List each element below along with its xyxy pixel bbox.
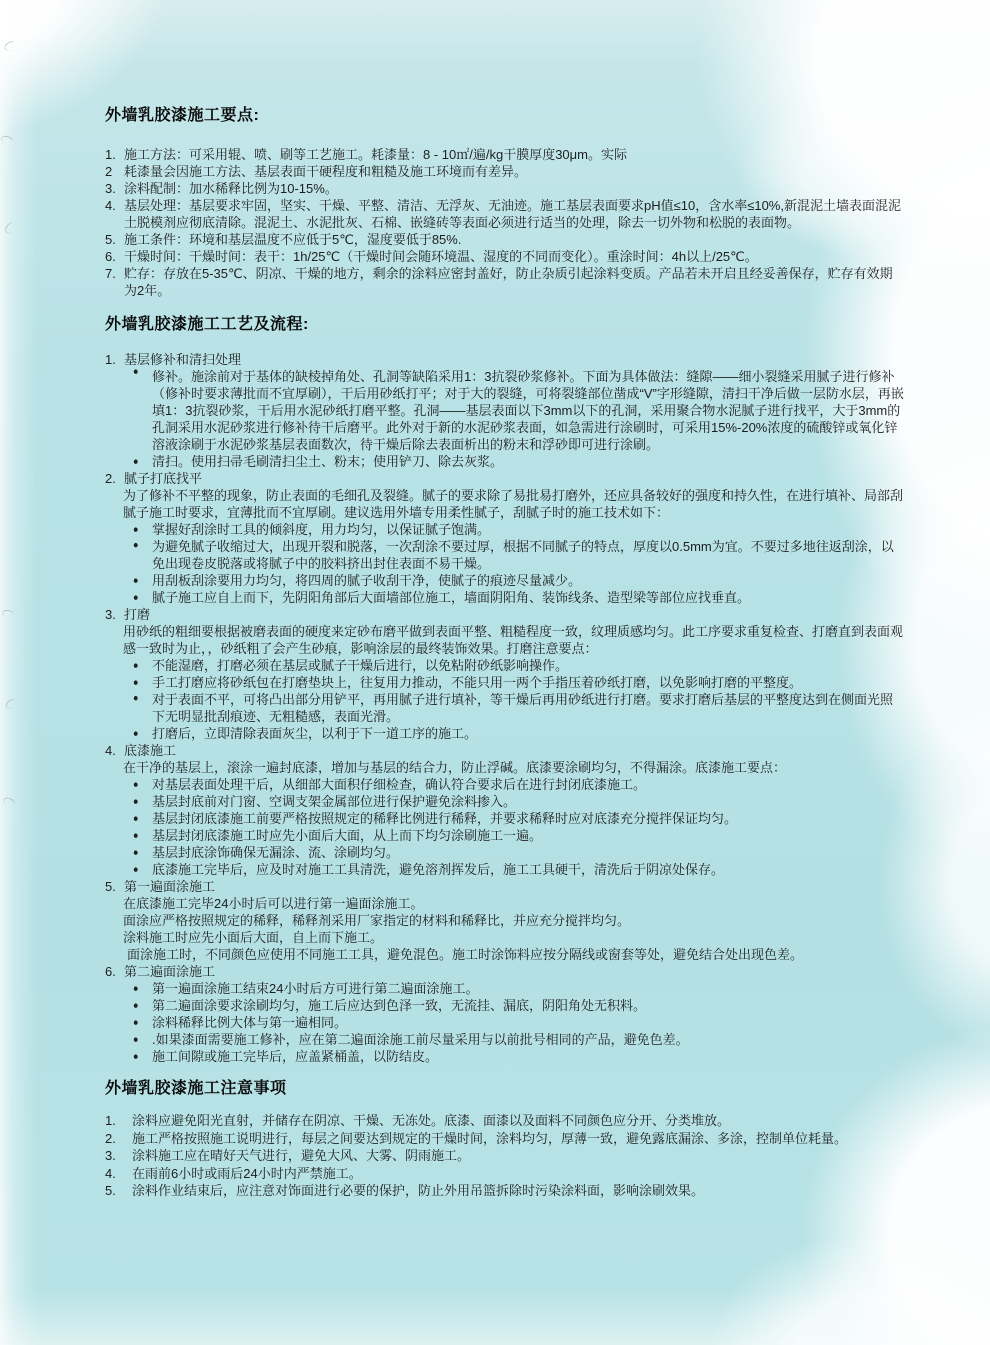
step-title-row	[105, 351, 905, 368]
process-step	[105, 470, 905, 606]
process-heading: 外墙乳胶漆施工工艺及流程:	[105, 316, 309, 333]
item-number: 2	[105, 164, 113, 179]
item-text: 涂料施工应在晴好天气进行，避免大风、大雾、阴雨施工。	[132, 1148, 471, 1163]
bullet-text: 手工打磨应将砂纸包在打磨垫块上，往复用力推动，不能只用一两个手指压着砂纸打磨，以免影响打磨的平整度。	[152, 675, 803, 690]
step-number: 1.	[105, 352, 116, 367]
step-bullet	[105, 827, 905, 844]
bullet-text: 清扫。使用扫帚毛刷清扫尘土、粉末；使用铲刀、除去灰浆。	[152, 454, 504, 469]
bullet-text: 不能湿磨，打磨必须在基层或腻子干燥后进行，以免粘附砂纸影响操作。	[152, 658, 569, 673]
bullet-text: 涂料稀释比例大体与第一遍相同。	[152, 1015, 348, 1030]
item-number: 5.	[105, 232, 116, 247]
bullet-icon: ●	[133, 659, 139, 671]
item-text: 施工严格按照施工说明进行，每层之间要达到规定的干燥时间，涂料均匀，厚薄一致，避免露底漏涂、多涂，控制单位耗量。	[132, 1130, 848, 1146]
bullet-icon: ●	[133, 676, 139, 688]
step-bullet	[105, 674, 905, 691]
bullet-icon: ●	[133, 863, 139, 875]
item-number: 1.	[105, 147, 116, 162]
step-title: 第一遍面涂施工	[124, 879, 216, 894]
step-bullet	[105, 1014, 905, 1031]
bullet-text: 底漆施工完毕后，应及时对施工工具清洗，避免溶剂挥发后，施工工具硬干，清洗后于阴凉处保存。	[152, 862, 725, 877]
item-text: 基层处理：基层要求牢固，坚实、干燥、平整、清洁、无浮灰、无油迹。施工基层表面要求pH值≤10，含水率≤10%,新混泥土墙表面混泥土脱模剂应彻底清除。混泥土、水泥批灰、石棉、嵌缝砖等表面必须进行适当的处理，除去一切外物和松脱的表面物。	[124, 198, 901, 230]
step-title-row	[105, 963, 905, 980]
bullet-text: 用刮板刮涂要用力均匀，将四周的腻子收刮干净，使腻子的痕迹尽量减少。	[152, 573, 582, 588]
step-title-row	[105, 878, 905, 895]
keypoint-item	[105, 231, 905, 248]
item-text: 施工方法：可采用辊、喷、刷等工艺施工。耗漆量：8 - 10㎡/遍/kg干膜厚度30μm。实际	[124, 147, 627, 162]
item-text: 干燥时间：干燥时间：表干：1h/25℃（干燥时间会随环境温、湿度的不同而变化）。重涂时间：4h以上/25℃。	[124, 249, 758, 264]
bullet-text: 掌握好刮涂时工具的倾斜度，用力均匀，以保证腻子饱满。	[152, 522, 491, 537]
bullet-icon: ●	[133, 523, 139, 535]
keypoint-item	[105, 180, 905, 197]
keypoint-item	[105, 146, 905, 163]
item-text: 施工条件：环境和基层温度不应低于5℃，湿度要低于85%.	[124, 232, 462, 247]
step-bullet	[105, 589, 905, 606]
note-item	[105, 1147, 905, 1165]
step-bullet	[105, 844, 905, 861]
step-paragraph: 面涂施工时，不同颜色应使用不同施工工具，避免混色。施工时涂饰料应按分隔线或窗套等处，避免结合处出现色差。	[127, 947, 804, 962]
step-bullet	[105, 572, 905, 589]
item-number: 2.	[105, 1130, 116, 1146]
step-bullet	[105, 980, 905, 997]
step-bullet	[105, 725, 905, 742]
step-bullet	[105, 521, 905, 538]
cloud-texture-mark	[3, 40, 17, 53]
item-text: 贮存：存放在5-35℃、阴凉、干燥的地方，剩余的涂料应密封盖好，防止杂质引起涂料变质。产品若未开启且经妥善保存，贮存有效期为2年。	[124, 266, 893, 298]
bullet-text: 基层封闭底漆施工时应先小面后大面，从上而下均匀涂刷施工一遍。	[152, 828, 543, 843]
document-content	[105, 106, 905, 1200]
bullet-icon: ●	[133, 591, 139, 603]
step-title-row	[105, 470, 905, 487]
process-step	[105, 963, 905, 1065]
step-bullet	[105, 365, 905, 453]
note-item	[105, 1165, 905, 1183]
item-text: 耗漆量会因施工方法、基层表面干硬程度和粗糙及施工环境而有差异。	[124, 164, 528, 179]
bullet-text: 打磨后，立即清除表面灰尘，以利于下一道工序的施工。	[152, 726, 478, 741]
bullet-icon: ●	[133, 829, 139, 841]
process-step	[105, 878, 905, 963]
step-number: 5.	[105, 879, 116, 894]
note-item	[105, 1112, 905, 1130]
bullet-text: 施工间隙或施工完毕后，应盖紧桶盖，以防结皮。	[152, 1049, 439, 1064]
keypoint-item	[105, 163, 905, 180]
bullet-icon: ●	[133, 727, 139, 739]
step-paragraph: 在底漆施工完毕24小时后可以进行第一遍面涂施工。	[123, 896, 424, 911]
process-step	[105, 742, 905, 878]
item-number: 3.	[105, 1148, 116, 1163]
cloud-texture-mark	[1, 609, 14, 619]
bullet-icon: ●	[133, 795, 139, 807]
step-bullet	[105, 861, 905, 878]
bullet-icon: ●	[133, 846, 139, 858]
cloud-texture-mark	[0, 134, 14, 146]
bullet-icon: ●	[133, 1016, 139, 1028]
process-steps	[105, 351, 905, 1065]
step-number: 6.	[105, 964, 116, 979]
step-title: 腻子打底找平	[124, 471, 203, 486]
process-step	[105, 606, 905, 742]
bullet-text: 对于表面不平，可将凸出部分用铲平，再用腻子进行填补，等干燥后再用砂纸进行打磨。要求打磨后基层的平整度达到在侧面光照下无明显批刮痕迹、无粗糙感，表面光滑。	[152, 692, 894, 724]
item-number: 1.	[105, 1113, 116, 1128]
keypoints-heading: 外墙乳胶漆施工要点:	[105, 107, 260, 124]
bullet-icon: ●	[133, 778, 139, 790]
bullet-icon: ●	[133, 1050, 139, 1062]
bullet-text: 修补。施涂前对于基体的缺棱掉角处、孔洞等缺陷采用1：3抗裂砂浆修补。下面为具体做法：缝隙——细小裂缝采用腻子进行修补（修补时要求薄批而不宜厚刷），干后用砂纸打平；对于大的裂缝，可将裂缝部位凿成“V”字形缝隙，清扫干净后做一层防水层，再嵌填1：3抗裂砂浆，干后用水泥砂纸打磨平整。孔洞——基层表面以下3mm以下的孔洞，采用聚合物水泥腻子进行找平，大于3mm的孔洞采用水泥砂浆进行修补待干后磨平。此外对于新的水泥砂浆表面，如急需进行涂刷时，可采用15%-20%浓度的硫酸锌或氧化锌溶液涂刷于水泥砂浆基层表面数次，待干燥后除去表面析出的粉末和浮砂即可进行涂刷。	[152, 369, 904, 452]
step-bullet	[105, 453, 905, 470]
notes-list	[105, 1112, 905, 1200]
step-bullet	[105, 1031, 905, 1048]
keypoints-list	[105, 146, 905, 299]
step-paragraph: 面涂应严格按照规定的稀释，稀释剂采用厂家指定的材料和稀释比，并应充分搅拌均匀。	[123, 913, 631, 928]
step-title: 第二遍面涂施工	[124, 964, 216, 979]
bullet-text: 基层封底前对门窗、空调支架金属部位进行保护避免涂料掺入。	[152, 794, 517, 809]
item-text: 涂料配制：加水稀释比例为10-15%。	[124, 181, 338, 196]
bullet-text: 对基层表面处理干后，从细部大面积仔细检查，确认符合要求后在进行封闭底漆施工。	[152, 777, 647, 792]
bullet-icon: ●	[133, 574, 139, 586]
bullet-text: 腻子施工应自上而下，先阴阳角部后大面墙部位施工，墙面阴阳角、装饰线条、造型梁等部位应找垂直。	[152, 590, 751, 605]
bullet-text: 基层封闭底漆施工前要严格按照规定的稀释比例进行稀释，并要求稀释时应对底漆充分搅拌保证均匀。	[152, 811, 738, 826]
step-number: 4.	[105, 743, 116, 758]
bullet-icon: ●	[133, 812, 139, 824]
item-number: 4.	[105, 198, 116, 213]
step-title-row	[105, 742, 905, 759]
item-number: 6.	[105, 249, 116, 264]
step-bullet	[105, 538, 905, 572]
step-number: 2.	[105, 471, 116, 486]
bullet-text: 第二遍面涂要求涂刷均匀，施工后应达到色泽一致，无流挂、漏底，阴阳角处无积料。	[152, 998, 647, 1013]
step-bullet	[105, 691, 905, 725]
step-bullet	[105, 793, 905, 810]
bullet-icon: ●	[133, 691, 139, 704]
item-number: 7.	[105, 266, 116, 281]
step-title: 基层修补和清扫处理	[124, 352, 242, 367]
bullet-icon: ●	[133, 999, 139, 1011]
bullet-text: 第一遍面涂施工结束24小时后方可进行第二遍面涂施工。	[152, 981, 479, 996]
step-title: 打磨	[124, 607, 151, 622]
note-item	[105, 1130, 905, 1148]
process-step	[105, 351, 905, 470]
cloud-texture-mark	[3, 221, 16, 235]
item-text: 涂料应避免阳光直射，并储存在阴凉、干燥、无冻处。底漆、面漆以及面料不同颜色应分开、分类堆放。	[132, 1113, 731, 1128]
keypoint-item	[105, 248, 905, 265]
bullet-icon: ●	[133, 455, 139, 467]
item-number: 5.	[105, 1183, 116, 1198]
step-paragraph: 用砂纸的粗细要根据被磨表面的硬度来定砂布磨平做到表面平整、粗糙程度一致，纹理质感均匀。此工序要求重复检查、打磨直到表面观感一致时为止，，砂纸粗了会产生砂痕，影响涂层的最终装饰效果。打磨注意要点：	[123, 624, 904, 656]
bullet-icon: ●	[133, 538, 139, 551]
step-number: 3.	[105, 607, 116, 622]
bullet-icon: ●	[133, 365, 139, 377]
step-bullet	[105, 810, 905, 827]
step-title-row	[105, 606, 905, 623]
step-paragraph: 在干净的基层上，滚涂一遍封底漆，增加与基层的结合力，防止浮碱。底漆要涂刷均匀，不得漏涂。底漆施工要点：	[123, 760, 787, 775]
bullet-icon: ●	[133, 982, 139, 994]
bullet-text: .如果漆面需要施工修补，应在第二遍面涂施工前尽量采用与以前批号相同的产品，避免色差。	[152, 1032, 689, 1047]
step-bullet	[105, 1048, 905, 1065]
cloud-texture-mark	[4, 697, 18, 711]
bullet-text: 为避免腻子收缩过大，出现开裂和脱落，一次刮涂不要过厚，根据不同腻子的特点，厚度以0.5mm为宜。不要过多地往返刮涂，以免出现卷皮脱落或将腻子中的胶料挤出封住表面不易干燥。	[152, 539, 894, 571]
note-item	[105, 1182, 905, 1200]
step-title: 底漆施工	[124, 743, 177, 758]
item-number: 4.	[105, 1165, 116, 1181]
cloud-texture-mark	[2, 796, 16, 808]
item-number: 3.	[105, 181, 116, 196]
keypoint-item	[105, 197, 905, 231]
step-paragraph: 为了修补不平整的现象，防止表面的毛细孔及裂缝。腻子的要求除了易批易打磨外，还应具备较好的强度和持久性，在进行填补、局部刮腻子施工时要求，宜薄批而不宜厚刷。建议选用外墙专用柔性腻子，刮腻子时的施工技术如下：	[123, 488, 904, 520]
step-bullet	[105, 657, 905, 674]
step-bullet	[105, 776, 905, 793]
bullet-text: 基层封底涂饰确保无漏涂、流、涂刷均匀。	[152, 845, 400, 860]
bullet-icon: ●	[133, 1033, 139, 1045]
item-text: 涂料作业结束后，应注意对饰面进行必要的保护，防止外用吊篮拆除时污染涂料面，影响涂刷效果。	[132, 1183, 705, 1198]
notes-heading: 外墙乳胶漆施工注意事项	[105, 1080, 287, 1097]
keypoint-item	[105, 265, 905, 299]
step-bullet	[105, 997, 905, 1014]
step-paragraph: 涂料施工时应先小面后大面，自上而下施工。	[123, 930, 384, 945]
item-text: 在雨前6小时或雨后24小时内严禁施工。	[132, 1165, 362, 1181]
